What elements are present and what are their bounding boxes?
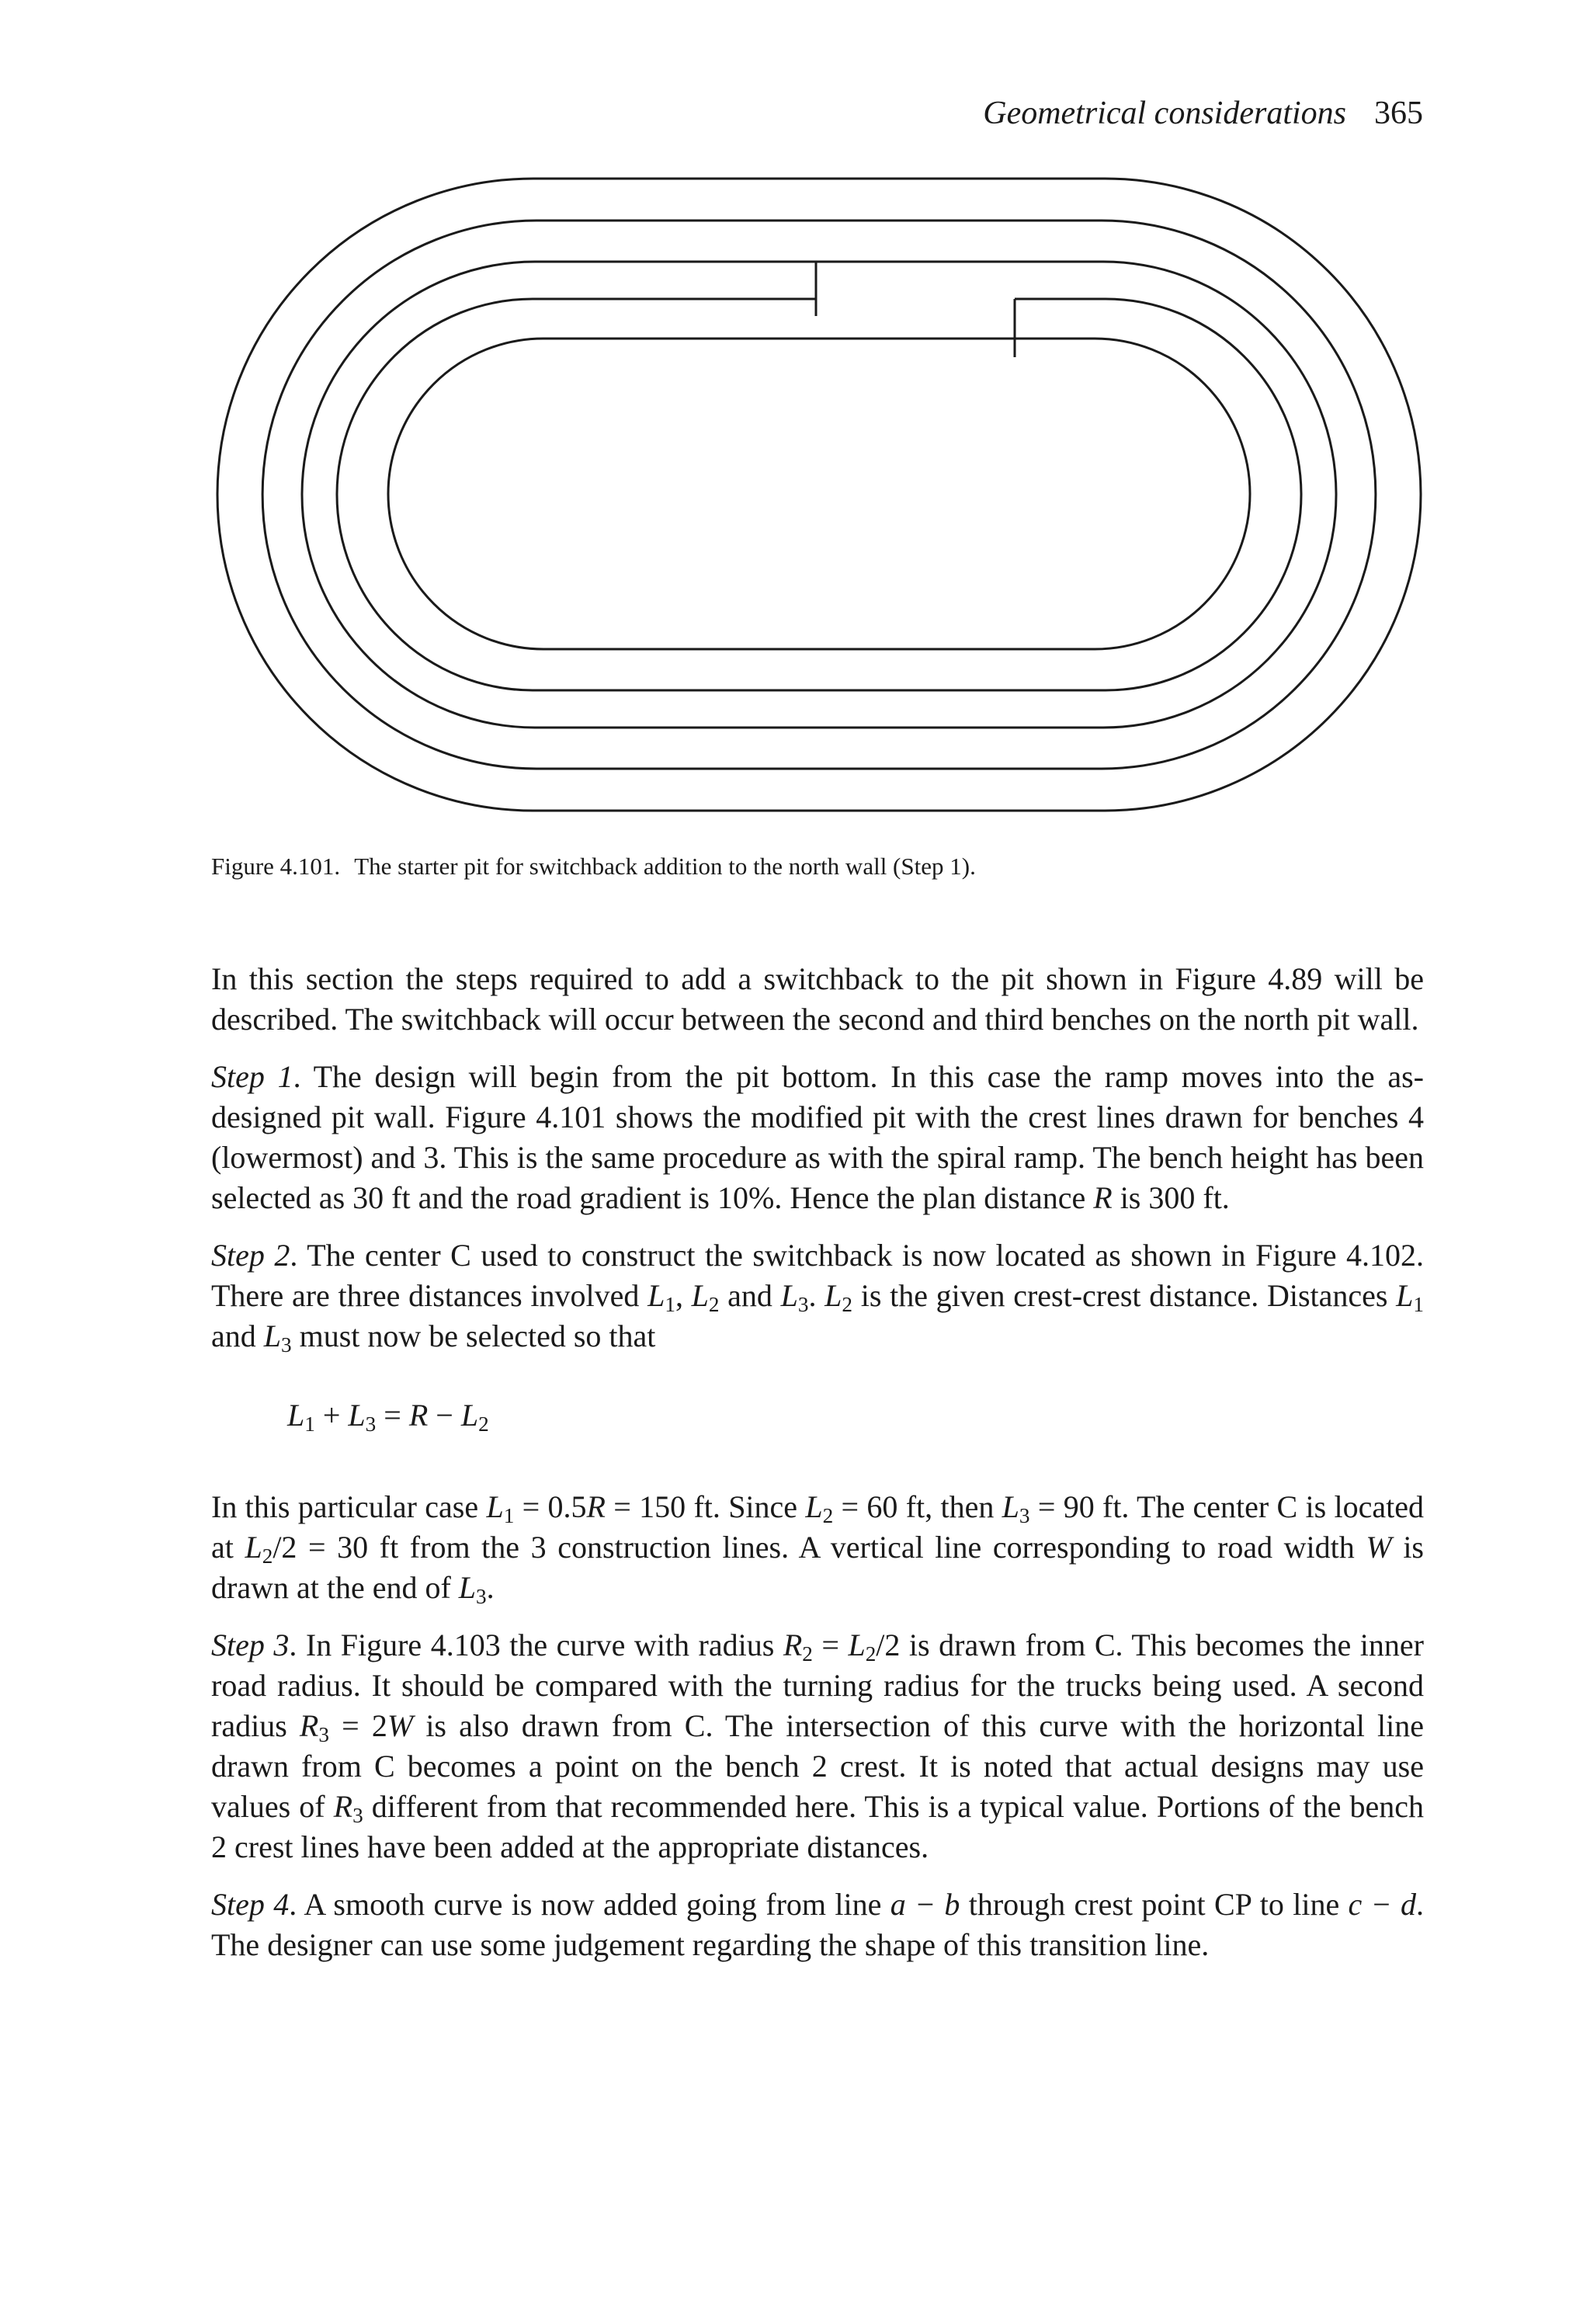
step-3-label: Step 3 — [211, 1627, 290, 1662]
after-eq-text: = 90 ft. The center C is located at — [211, 1489, 1425, 1565]
after-eq-text: In this particular case — [211, 1489, 487, 1524]
body-text — [211, 959, 1424, 1982]
var-l: L — [647, 1278, 665, 1313]
after-eq-text: /2 = 30 ft from the 3 construction lines. A vertical line corresponding to road width — [273, 1530, 1366, 1565]
step-1-text-end: is 300 ft. — [1112, 1180, 1230, 1215]
sub-1: 1 — [1413, 1292, 1425, 1316]
step-3-text: /2 is drawn from C. This becomes the inner road radius. It should be compared with the turning radius for the trucks being used. A second radius — [211, 1627, 1424, 1743]
running-title: Geometrical considerations — [983, 96, 1346, 131]
step-2-label: Step 2 — [211, 1238, 290, 1273]
var-r: R — [408, 1398, 429, 1433]
pit-crest-drawing — [210, 171, 1429, 815]
sub-3: 3 — [281, 1332, 292, 1357]
equation — [287, 1395, 1424, 1436]
var-l: L — [848, 1627, 866, 1662]
paragraph-after-equation — [211, 1487, 1424, 1608]
after-eq-text: . — [486, 1570, 495, 1605]
paragraph-step-1: Step 1. The design will begin from the pit bottom. In this case the ramp moves into the as-designed pit wall. Figure 4.101 shows the modified pit with the crest lines drawn for benches 4 (lowermost) and 3. This is the same procedure as with the spiral ramp. The bench height has been selected as 30 ft and the road gradient is 10%. Hence the plan distance R is 300 ft. — [211, 1059, 1424, 1215]
var-l: L — [460, 1398, 479, 1433]
sub-3: 3 — [1019, 1503, 1030, 1527]
step-4-text: . The designer can use some judgement regarding the shape of this transition line. — [211, 1887, 1424, 1962]
var-l: L — [1396, 1278, 1414, 1313]
crest-line-1 — [217, 179, 1421, 811]
var-l: L — [458, 1570, 477, 1605]
sub-2: 2 — [802, 1641, 813, 1666]
sub-3: 3 — [797, 1292, 809, 1316]
line-c-d: c − d — [1348, 1887, 1416, 1922]
after-eq-text: = 0.5 — [514, 1489, 587, 1524]
sub-2: 2 — [262, 1544, 273, 1568]
step-2-text: must now be selected so that — [291, 1318, 656, 1353]
step-4-label: Step 4 — [211, 1887, 290, 1922]
step-4-text: A smooth curve is now added going from line — [304, 1887, 890, 1922]
var-l: L — [263, 1318, 282, 1353]
figure-caption — [211, 853, 976, 881]
crest-line-2 — [262, 221, 1376, 769]
crest-line-3 — [302, 262, 1336, 728]
sub-3: 3 — [318, 1722, 329, 1746]
var-l: L — [805, 1489, 823, 1524]
sub-1: 1 — [304, 1412, 315, 1436]
sub-2: 2 — [478, 1412, 489, 1436]
crest-line-5 — [388, 339, 1250, 649]
var-r: R — [586, 1489, 606, 1524]
after-eq-text: is drawn at the end of — [211, 1530, 1424, 1605]
sub-3: 3 — [476, 1584, 487, 1608]
step-4-text: through crest point CP to line — [960, 1887, 1349, 1922]
paragraph-intro — [211, 959, 1424, 1040]
step-2-text: The center C used to construct the switchback is now located as shown in Figure 4.102. There are three distances involved — [211, 1238, 1424, 1313]
page-number: 365 — [1374, 96, 1423, 131]
intro-text: In this section the steps required to add a switchback to the pit shown in Figure 4.89 will be described. The switchback will occur between the second and third benches on the north pit wall. — [211, 961, 1424, 1037]
op-equals: = — [376, 1398, 409, 1433]
step-2-text: and — [719, 1278, 781, 1313]
sub-1: 1 — [665, 1292, 675, 1316]
paragraph-step-3: Step 3. In Figure 4.103 the curve with radius $R_2 = L_2/2$ is drawn from C. This becomes the inner road radius. It should be compared with the turning radius for the trucks being used. A second radius $R_3 = 2W$ is also drawn from C. The intersection of this curve with the horizontal line drawn from C becomes a point on the bench 2 crest. It is noted that actual designs may use values of $R_3$ different from that recommended here. This is a typical value. Portions of the bench 2 crest lines have been added at the appropriate distances. — [211, 1627, 1424, 1864]
crest-line-4 — [337, 299, 1301, 690]
step-3-text: = 2 — [328, 1708, 387, 1743]
step-3-text: In Figure 4.103 the curve with radius — [305, 1627, 783, 1662]
step-2-text: , — [675, 1278, 692, 1313]
var-l: L — [691, 1278, 709, 1313]
var-r: R — [333, 1789, 353, 1824]
running-head — [983, 95, 1423, 132]
step-2-text: and — [211, 1318, 264, 1353]
var-r: R — [1093, 1180, 1113, 1215]
step-2-text: . — [808, 1278, 825, 1313]
paragraph-step-2: Step 2. The center C used to construct the switchback is now located as shown in Figure 4.102. There are three distances involved $L_1$, $L_2$ and $L_3$. $L_2$ is the given crest-crest distance. Distances $L_1$ and $L_3$ must now be selected so that — [211, 1238, 1425, 1357]
var-l: L — [1002, 1489, 1019, 1524]
var-l: L — [825, 1278, 842, 1313]
line-a-b: a − b — [890, 1887, 960, 1922]
step-1-text: The design will begin from the pit bottom. In this case the ramp moves into the as-designed pit wall. Figure 4.101 shows the modified pit with the crest lines drawn for benches 4 (lowermost) and 3. This is the same procedure as with the spiral ramp. The bench height has been selected as 30 ft and the road gradient is 10%. Hence the plan distance — [211, 1059, 1424, 1215]
pit-crest-figure — [210, 171, 1429, 815]
after-eq-text: = 150 ft. Since — [605, 1489, 806, 1524]
caption-label: Figure 4.101. — [211, 853, 341, 880]
caption-text: The starter pit for switchback addition to the north wall (Step 1). — [354, 853, 976, 880]
sub-3: 3 — [365, 1412, 377, 1436]
step-3-text: = — [812, 1627, 849, 1662]
step-3-text: different from that recommended here. This is a typical value. Portions of the bench 2 crest lines have been added at the appropriate distances. — [211, 1789, 1424, 1864]
var-w: W — [387, 1708, 414, 1743]
op-plus: + — [314, 1398, 349, 1433]
sub-3: 3 — [352, 1803, 363, 1827]
step-2-text: is the given crest-crest distance. Distances — [852, 1278, 1397, 1313]
sub-1: 1 — [503, 1503, 515, 1527]
sub-2: 2 — [708, 1292, 720, 1316]
var-w: W — [1366, 1530, 1392, 1565]
after-eq-text: = 60 ft, then — [833, 1489, 1002, 1524]
var-l: L — [780, 1278, 798, 1313]
var-l: L — [245, 1530, 262, 1565]
var-r: R — [783, 1627, 803, 1662]
var-l: L — [486, 1489, 504, 1524]
sub-2: 2 — [865, 1641, 877, 1666]
sub-2: 2 — [842, 1292, 853, 1316]
sub-2: 2 — [822, 1503, 834, 1527]
step-1-label: Step 1 — [211, 1059, 293, 1094]
var-r: R — [299, 1708, 319, 1743]
step-3-text: is also drawn from C. The intersection of this curve with the horizontal line drawn from C becomes a point on the bench 2 crest. It is noted that actual designs may use values of — [211, 1708, 1424, 1824]
op-minus: − — [428, 1398, 461, 1433]
var-l: L — [348, 1398, 366, 1433]
paragraph-step-4: Step 4. A smooth curve is now added going from line a − b through crest point CP to line c − d. The designer can use some judgement regarding the shape of this transition line. — [211, 1887, 1424, 1962]
var-l: L — [287, 1398, 305, 1433]
